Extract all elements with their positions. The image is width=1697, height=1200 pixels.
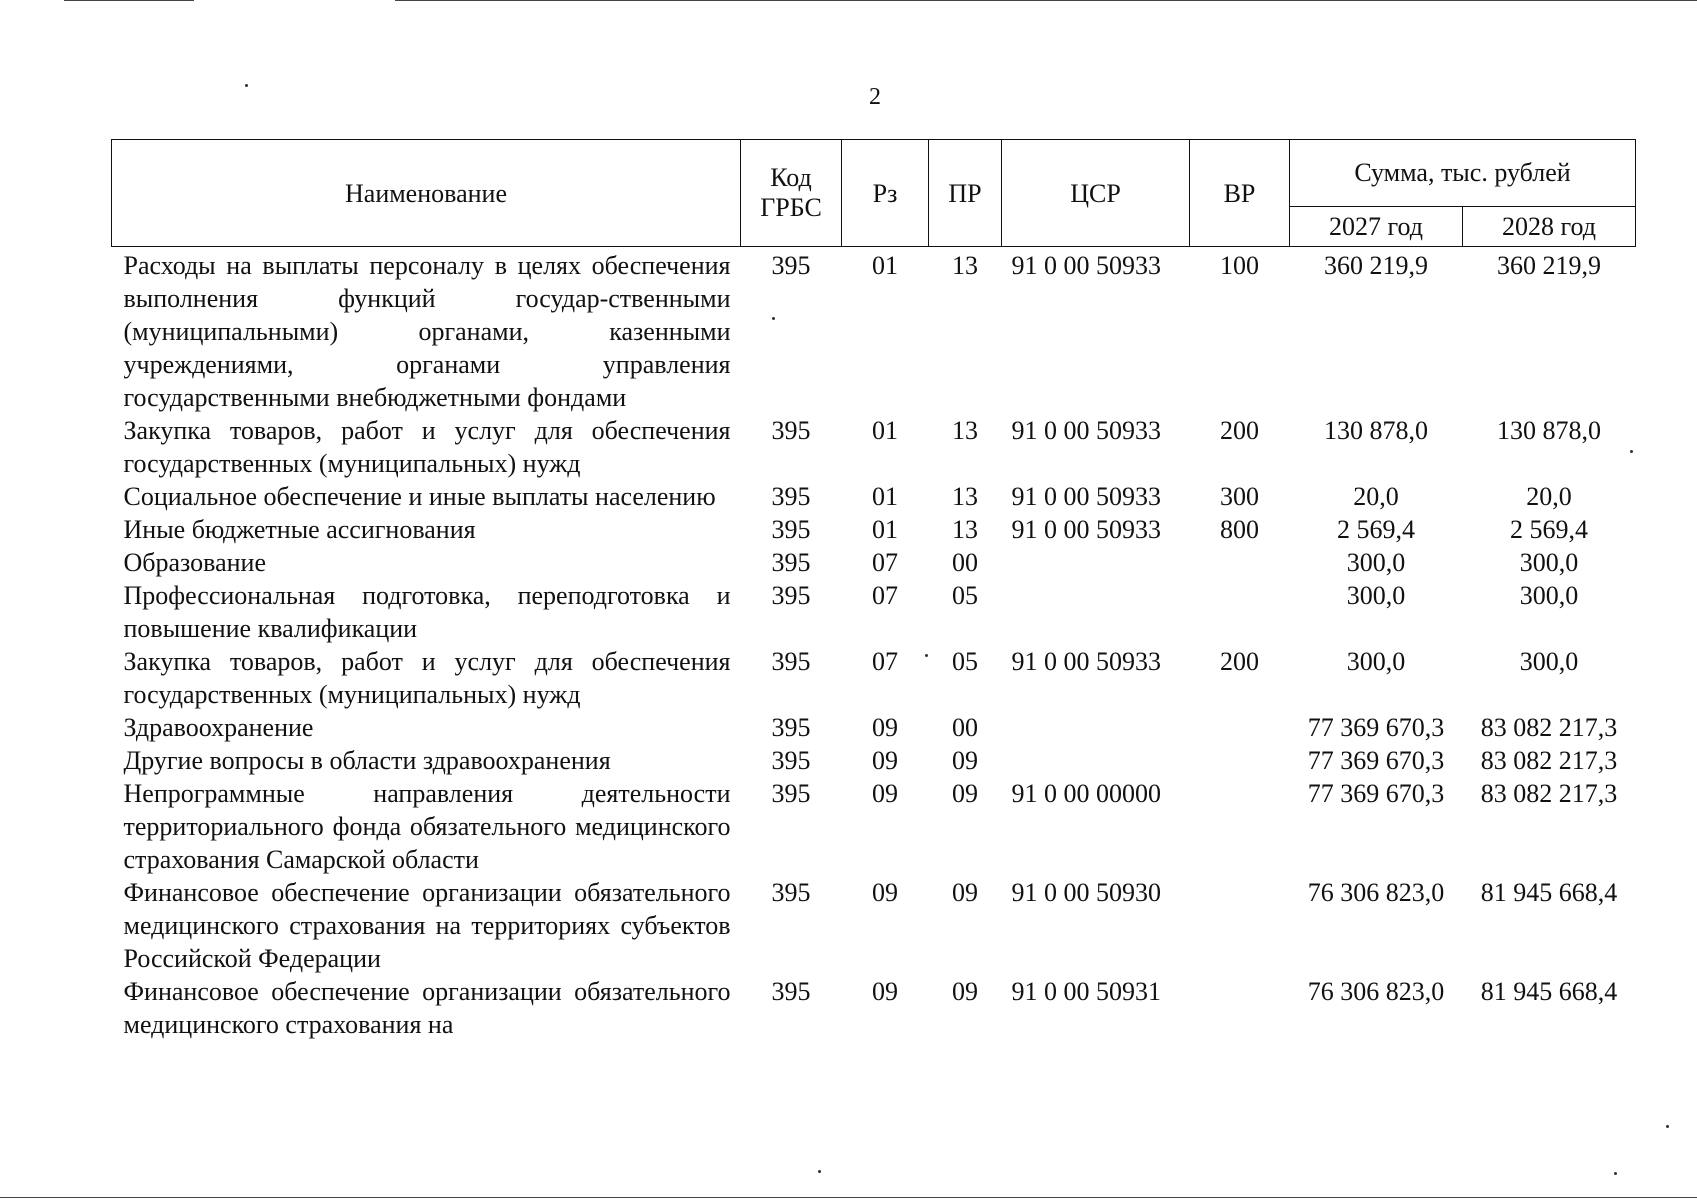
cell-sum-2028: 300,0 <box>1519 647 1579 676</box>
scan-edge-bottom <box>0 1197 1697 1198</box>
cell-csr: 91 0 00 00000 <box>1011 779 1161 808</box>
table-header <box>112 140 1636 247</box>
table-row <box>112 975 1636 1041</box>
cell-pr: 13 <box>952 515 978 544</box>
cell-sum-2027: 77 369 670,3 <box>1307 746 1445 775</box>
cell-sum-2028: 130 878,0 <box>1497 416 1601 445</box>
cell-sum-2028: 2 569,4 <box>1510 515 1588 544</box>
table-row <box>112 579 1636 645</box>
cell-grbs: 395 <box>771 251 811 280</box>
table-row <box>112 546 1636 579</box>
scan-edge-top-right <box>395 0 1697 1</box>
cell-csr <box>1002 579 1190 645</box>
cell-name: Социальное обеспечение и иные выплаты населению <box>123 482 716 511</box>
header-year-2027: 2027 год <box>1290 207 1463 247</box>
cell-sum-2028: 81 945 668,4 <box>1480 977 1618 1006</box>
cell-grbs: 395 <box>771 779 811 808</box>
cell-pr: 09 <box>952 977 978 1006</box>
cell-grbs: 395 <box>771 515 811 544</box>
cell-name: Иные бюджетные ассигнования <box>123 515 476 544</box>
cell-pr: 00 <box>952 713 978 742</box>
scan-speck <box>818 1170 821 1173</box>
cell-pr: 00 <box>952 548 978 577</box>
scan-speck <box>925 654 928 657</box>
cell-rz: 07 <box>872 581 898 610</box>
cell-rz: 09 <box>872 746 898 775</box>
cell-sum-2028: 300,0 <box>1519 548 1579 577</box>
cell-pr: 13 <box>952 416 978 445</box>
cell-pr: 09 <box>952 746 978 775</box>
cell-rz: 01 <box>872 416 898 445</box>
table-row <box>112 414 1636 480</box>
cell-name: Профессиональная подготовка, переподготовка и повышение квалификации <box>123 581 731 643</box>
cell-name: Непрограммные направления деятельности территориального фонда обязательного медицинского страхования Самарской области <box>123 779 731 874</box>
cell-sum-2028: 83 082 217,3 <box>1480 746 1618 775</box>
header-vr: ВР <box>1190 140 1290 247</box>
cell-rz: 01 <box>872 482 898 511</box>
cell-pr: 13 <box>952 482 978 511</box>
cell-name: Закупка товаров, работ и услуг для обеспечения государственных (муниципальных) нужд <box>123 416 731 478</box>
table-row <box>112 480 1636 513</box>
cell-csr <box>1002 546 1190 579</box>
header-rz: Рз <box>842 140 929 247</box>
cell-rz: 07 <box>872 548 898 577</box>
cell-rz: 09 <box>872 713 898 742</box>
cell-sum-2027: 76 306 823,0 <box>1307 878 1445 907</box>
cell-vr: 300 <box>1220 482 1259 511</box>
cell-grbs: 395 <box>771 713 811 742</box>
cell-sum-2027: 300,0 <box>1346 581 1406 610</box>
cell-csr: 91 0 00 50933 <box>1011 416 1161 445</box>
scan-speck <box>1630 450 1633 453</box>
cell-rz: 01 <box>872 515 898 544</box>
cell-csr <box>1002 711 1190 744</box>
cell-sum-2027: 76 306 823,0 <box>1307 977 1445 1006</box>
cell-sum-2027: 20,0 <box>1353 482 1399 511</box>
cell-vr: 200 <box>1220 647 1259 676</box>
cell-grbs: 395 <box>771 548 811 577</box>
cell-pr: 05 <box>952 647 978 676</box>
cell-rz: 09 <box>872 977 898 1006</box>
cell-vr <box>1190 546 1290 579</box>
table-row <box>112 876 1636 975</box>
cell-sum-2027: 300,0 <box>1346 647 1406 676</box>
cell-rz: 09 <box>872 878 898 907</box>
cell-csr: 91 0 00 50933 <box>1011 515 1161 544</box>
cell-pr: 09 <box>952 779 978 808</box>
header-sum: Сумма, тыс. рублей <box>1290 140 1636 207</box>
cell-grbs: 395 <box>771 746 811 775</box>
cell-vr <box>1190 777 1290 876</box>
header-csr: ЦСР <box>1002 140 1190 247</box>
cell-name: Образование <box>123 548 267 577</box>
cell-grbs: 395 <box>771 581 811 610</box>
cell-csr <box>1002 744 1190 777</box>
cell-name: Финансовое обеспечение организации обязательного медицинского страхования на территориях субъектов Российской Федерации <box>123 878 731 973</box>
cell-rz: 09 <box>872 779 898 808</box>
cell-sum-2027: 300,0 <box>1346 548 1406 577</box>
cell-vr <box>1190 579 1290 645</box>
cell-grbs: 395 <box>771 482 811 511</box>
cell-name: Здравоохранение <box>123 713 314 742</box>
cell-vr <box>1190 975 1290 1041</box>
cell-sum-2027: 360 219,9 <box>1324 251 1428 280</box>
cell-sum-2028: 300,0 <box>1519 581 1579 610</box>
cell-rz: 01 <box>872 251 898 280</box>
table-row <box>112 744 1636 777</box>
cell-vr: 200 <box>1220 416 1259 445</box>
cell-vr <box>1190 711 1290 744</box>
cell-pr: 05 <box>952 581 978 610</box>
cell-grbs: 395 <box>771 416 811 445</box>
cell-csr: 91 0 00 50933 <box>1011 251 1161 280</box>
table-row <box>112 711 1636 744</box>
cell-csr: 91 0 00 50933 <box>1011 647 1161 676</box>
cell-sum-2028: 83 082 217,3 <box>1480 779 1618 808</box>
cell-sum-2028: 360 219,9 <box>1497 251 1601 280</box>
scan-speck <box>245 84 248 87</box>
cell-vr: 100 <box>1220 251 1259 280</box>
cell-name: Другие вопросы в области здравоохранения <box>123 746 611 775</box>
header-name: Наименование <box>112 140 741 247</box>
page-number: 2 <box>869 84 881 110</box>
header-year-2028: 2028 год <box>1463 207 1636 247</box>
cell-sum-2028: 83 082 217,3 <box>1480 713 1618 742</box>
cell-sum-2027: 77 369 670,3 <box>1307 779 1445 808</box>
budget-table <box>111 139 1636 1041</box>
cell-sum-2028: 81 945 668,4 <box>1480 878 1618 907</box>
scan-speck <box>772 317 775 320</box>
scan-edge-top-left <box>64 0 194 1</box>
cell-rz: 07 <box>872 647 898 676</box>
cell-csr: 91 0 00 50931 <box>1011 977 1161 1006</box>
table-row <box>112 247 1636 415</box>
cell-grbs: 395 <box>771 647 811 676</box>
cell-vr <box>1190 876 1290 975</box>
scan-speck <box>1666 1125 1669 1128</box>
cell-sum-2027: 130 878,0 <box>1324 416 1428 445</box>
cell-name: Финансовое обеспечение организации обязательного медицинского страхования на <box>123 977 731 1039</box>
cell-sum-2028: 20,0 <box>1526 482 1572 511</box>
cell-sum-2027: 77 369 670,3 <box>1307 713 1445 742</box>
cell-pr: 09 <box>952 878 978 907</box>
cell-grbs: 395 <box>771 878 811 907</box>
cell-csr: 91 0 00 50933 <box>1011 482 1161 511</box>
table-body <box>112 247 1636 1042</box>
table-row <box>112 645 1636 711</box>
cell-csr: 91 0 00 50930 <box>1011 878 1161 907</box>
cell-vr <box>1190 744 1290 777</box>
header-pr: ПР <box>929 140 1002 247</box>
cell-name: Расходы на выплаты персоналу в целях обеспечения выполнения функций государ-ственными (муниципальными) органами, казенными учреждениями, органами управления государственными внебюджетными фондами <box>123 251 731 412</box>
header-grbs: Код ГРБС <box>741 140 842 247</box>
cell-pr: 13 <box>952 251 978 280</box>
table-row <box>112 513 1636 546</box>
cell-grbs: 395 <box>771 977 811 1006</box>
cell-vr: 800 <box>1220 515 1259 544</box>
cell-name: Закупка товаров, работ и услуг для обеспечения государственных (муниципальных) нужд <box>123 647 731 709</box>
cell-sum-2027: 2 569,4 <box>1337 515 1415 544</box>
table-row <box>112 777 1636 876</box>
scan-speck <box>1614 1172 1617 1175</box>
